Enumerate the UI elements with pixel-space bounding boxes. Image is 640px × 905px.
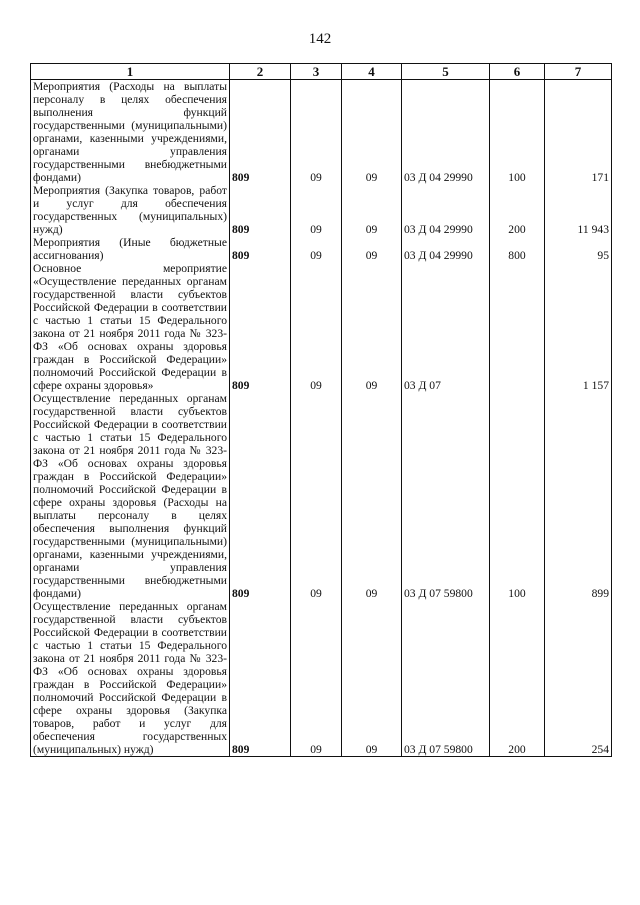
row-sum: 171 (545, 80, 612, 185)
col-header-7: 7 (545, 64, 612, 80)
row-pr: 09 (342, 236, 402, 262)
row-rz: 09 (291, 392, 342, 600)
row-vr: 100 (490, 80, 545, 185)
col-header-2: 2 (230, 64, 291, 80)
row-rz: 09 (291, 184, 342, 236)
row-sum: 95 (545, 236, 612, 262)
row-csr: 03 Д 04 29990 (402, 80, 490, 185)
row-vr (490, 262, 545, 392)
row-csr: 03 Д 07 (402, 262, 490, 392)
row-ved: 809 (230, 262, 291, 392)
row-ved: 809 (230, 600, 291, 757)
col-header-1: 1 (31, 64, 230, 80)
row-vr: 200 (490, 600, 545, 757)
table-row (31, 80, 612, 185)
row-sum: 11 943 (545, 184, 612, 236)
row-vr: 100 (490, 392, 545, 600)
page-number: 142 (308, 31, 332, 47)
row-sum: 899 (545, 392, 612, 600)
row-vr: 200 (490, 184, 545, 236)
row-csr: 03 Д 04 29990 (402, 184, 490, 236)
row-pr: 09 (342, 80, 402, 185)
header-row (31, 64, 612, 80)
table-row (31, 262, 612, 392)
row-csr: 03 Д 07 59800 (402, 392, 490, 600)
row-ved: 809 (230, 236, 291, 262)
col-header-6: 6 (490, 64, 545, 80)
table-row (31, 236, 612, 262)
row-name: Основное мероприятие «Осуществление переданных органам государственной власти субъектов Российской Федерации в соответствии с частью 1 статьи 15 Федерального закона от 21 ноября 2011 года № 323-ФЗ «Об основах охраны здоровья граждан в Российской Федерации» полномочий Российской Федерации в сфере охраны здоровья» (31, 262, 230, 392)
row-rz: 09 (291, 236, 342, 262)
budget-table (30, 63, 612, 757)
row-pr: 09 (342, 600, 402, 757)
row-name: Осуществление переданных органам государственной власти субъектов Российской Федерации в соответствии с частью 1 статьи 15 Федерального закона от 21 ноября 2011 года № 323-ФЗ «Об основах охраны здоровья граждан в Российской Федерации» полномочий Российской Федерации в сфере охраны здоровья (Закупка товаров, работ и услуг для обеспечения государственных (муниципальных) нужд) (31, 600, 230, 757)
row-pr: 09 (342, 262, 402, 392)
row-name: Мероприятия (Расходы на выплаты персоналу в целях обеспечения выполнения функций государственными (муниципальными) органами, казенными учреждениями, органами управления государственными внебюджетными фондами) (31, 80, 230, 185)
col-header-3: 3 (291, 64, 342, 80)
row-pr: 09 (342, 392, 402, 600)
table-row (31, 184, 612, 236)
row-name: Мероприятия (Иные бюджетные ассигнования) (31, 236, 230, 262)
row-ved: 809 (230, 80, 291, 185)
row-name: Осуществление переданных органам государственной власти субъектов Российской Федерации в соответствии с частью 1 статьи 15 Федерального закона от 21 ноября 2011 года № 323-ФЗ «Об основах охраны здоровья граждан в Российской Федерации» полномочий Российской Федерации в сфере охраны здоровья (Расходы на выплаты персоналу в целях обеспечения выполнения функций государственными (муниципальными) органами, казенными учреждениями, органами управления государственными внебюджетными фондами) (31, 392, 230, 600)
row-sum: 1 157 (545, 262, 612, 392)
row-csr: 03 Д 07 59800 (402, 600, 490, 757)
table-row (31, 392, 612, 600)
row-rz: 09 (291, 600, 342, 757)
col-header-4: 4 (342, 64, 402, 80)
row-vr: 800 (490, 236, 545, 262)
row-name: Мероприятия (Закупка товаров, работ и услуг для обеспечения государственных (муниципальных) нужд) (31, 184, 230, 236)
row-ved: 809 (230, 392, 291, 600)
col-header-5: 5 (402, 64, 490, 80)
row-ved: 809 (230, 184, 291, 236)
row-pr: 09 (342, 184, 402, 236)
row-rz: 09 (291, 262, 342, 392)
row-sum: 254 (545, 600, 612, 757)
row-csr: 03 Д 04 29990 (402, 236, 490, 262)
table-row (31, 600, 612, 757)
row-rz: 09 (291, 80, 342, 185)
